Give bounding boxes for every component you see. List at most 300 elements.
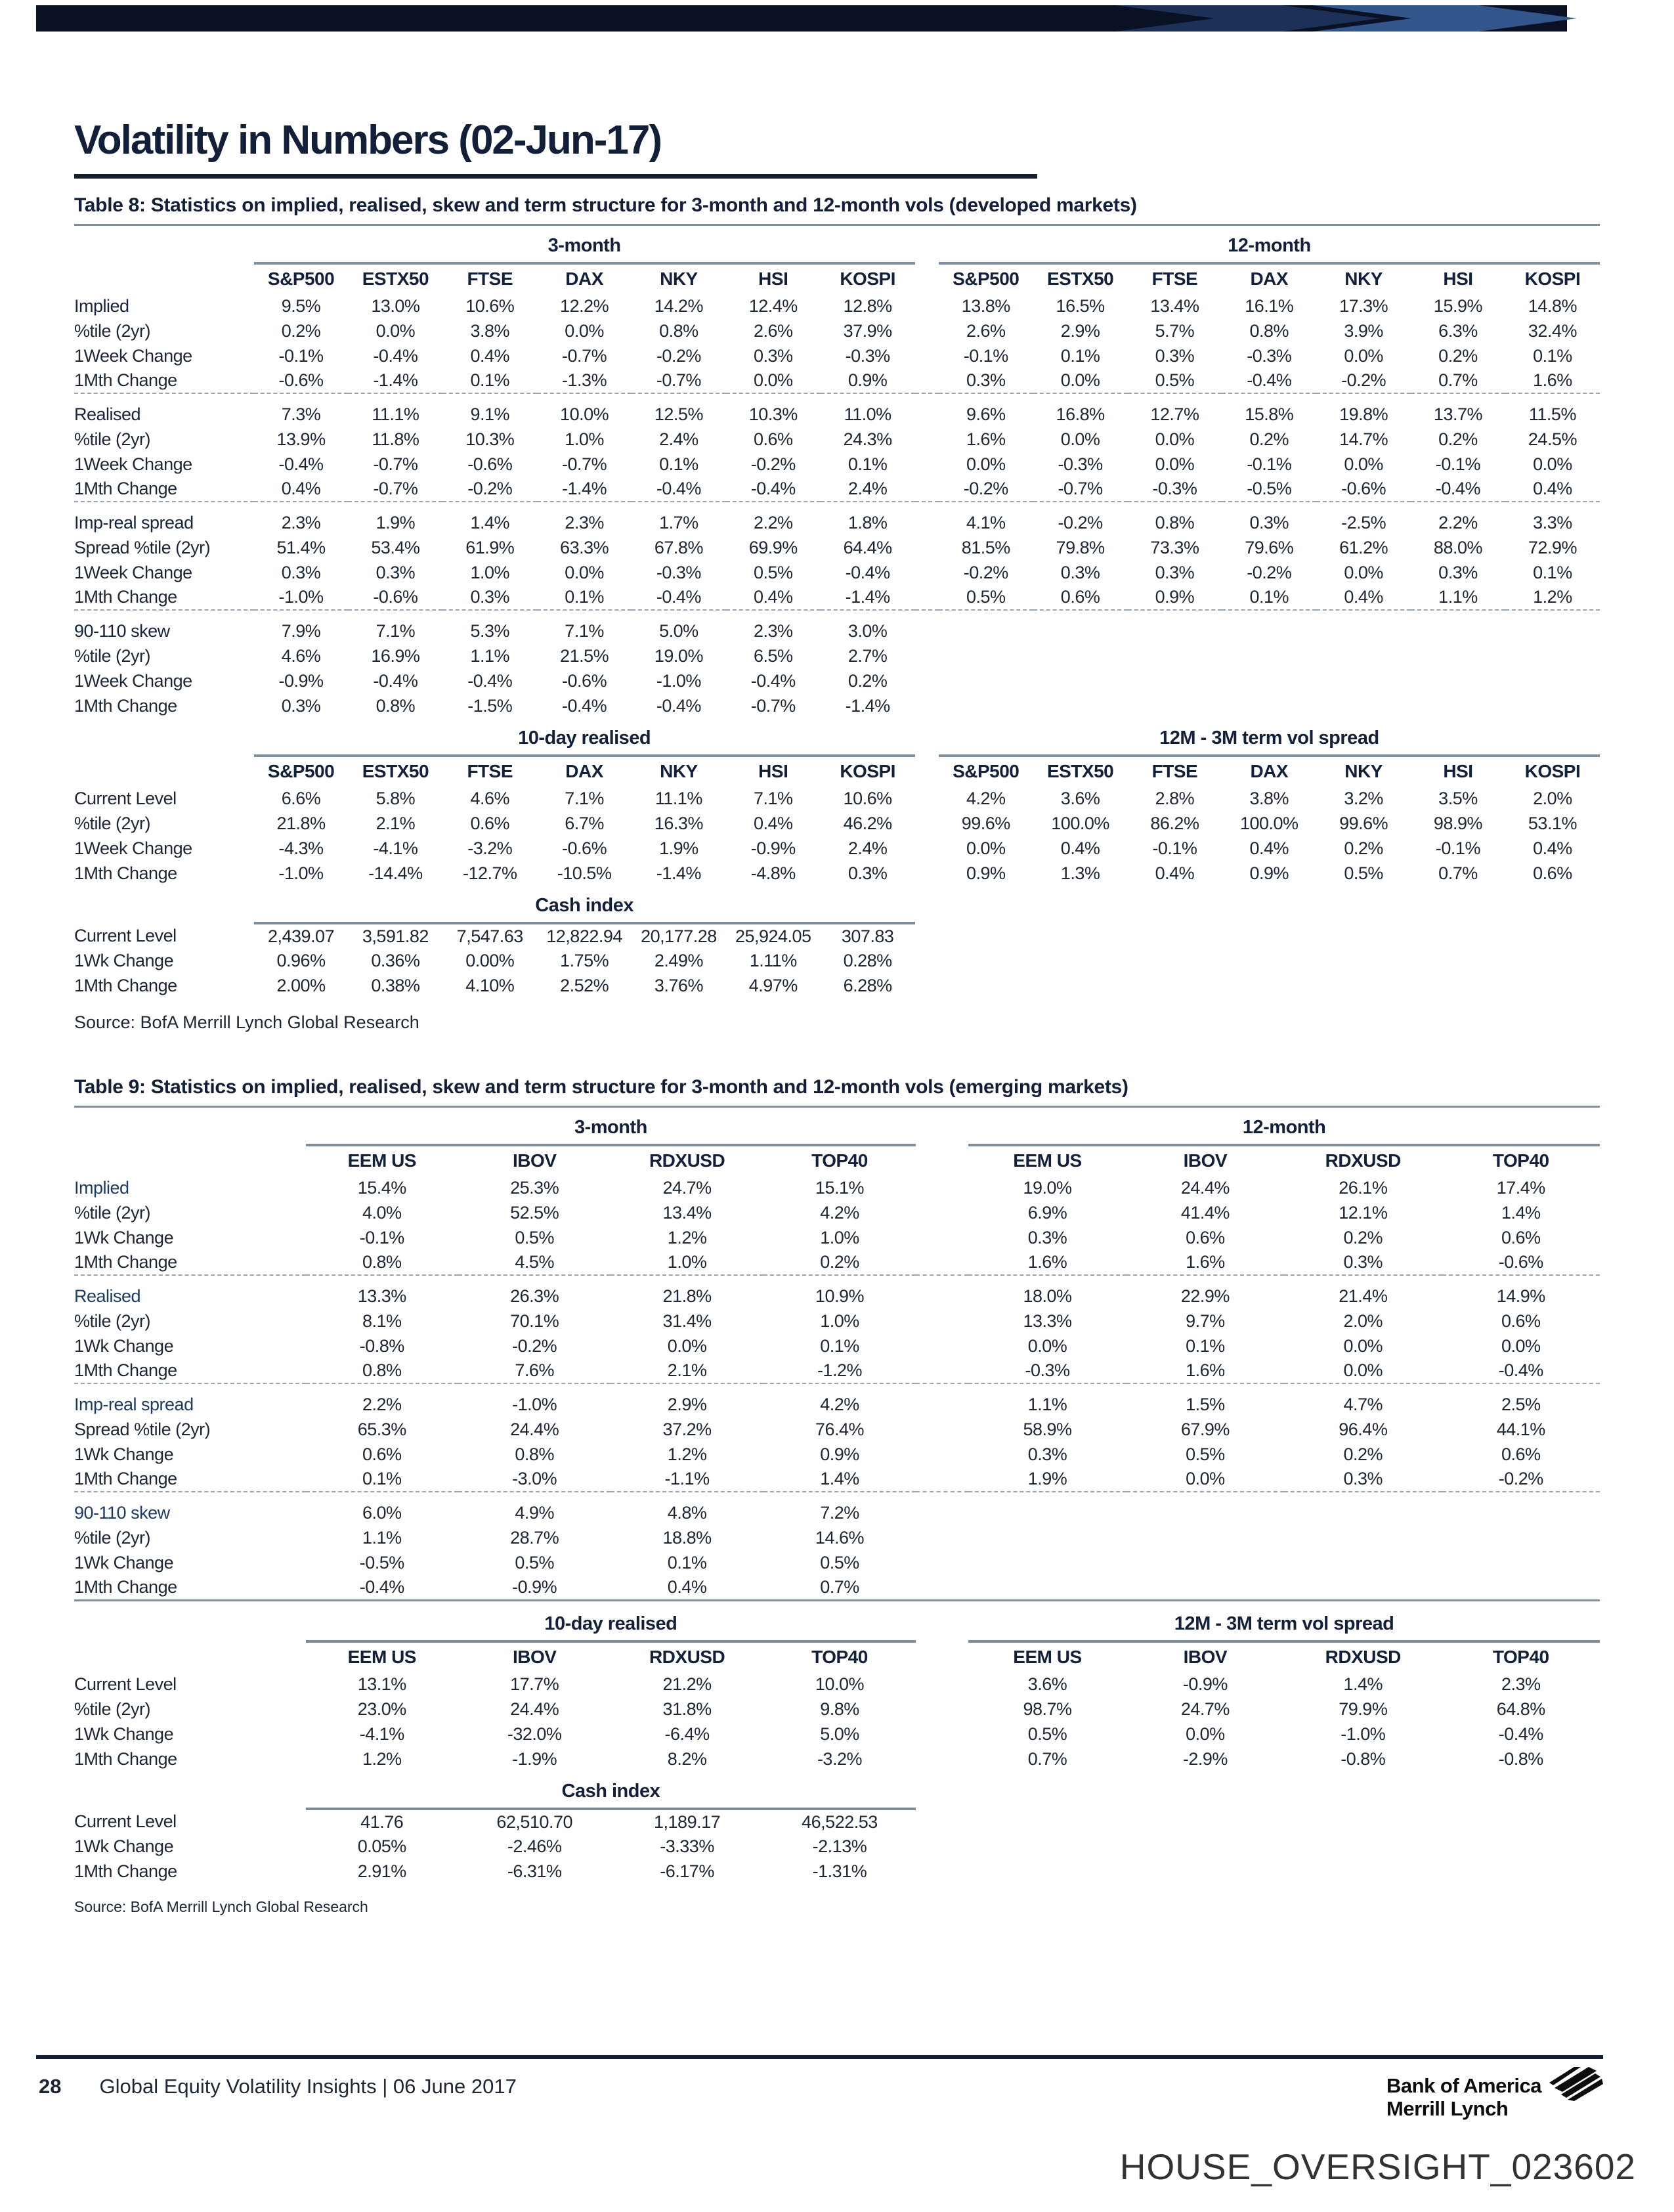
value-cell xyxy=(968,1859,1126,1884)
value-cell xyxy=(1128,618,1222,643)
value-cell: 1.2% xyxy=(362,1748,402,1769)
column-header: RDXUSD xyxy=(649,1150,725,1171)
value-cell: -0.6% xyxy=(1341,479,1386,498)
value-cell: 0.9% xyxy=(1249,863,1289,883)
row-label: 1Mth Change xyxy=(74,479,177,498)
value-cell xyxy=(1127,1809,1284,1834)
value-cell: 0.1% xyxy=(1533,562,1572,582)
value-cell xyxy=(1316,923,1411,948)
value-cell: 11.0% xyxy=(844,404,891,424)
value-cell: 0.4% xyxy=(753,813,793,833)
value-cell: -2.13% xyxy=(812,1836,867,1856)
value-cell: -0.5% xyxy=(1247,479,1292,498)
value-cell: 4.2% xyxy=(966,788,1006,808)
value-cell: 0.3% xyxy=(1027,1444,1067,1464)
group-gap xyxy=(915,318,939,343)
value-cell: 0.8% xyxy=(362,1360,402,1380)
value-cell: 7.1% xyxy=(565,788,604,808)
value-cell: -1.0% xyxy=(1341,1724,1386,1744)
value-cell: 0.36% xyxy=(371,950,420,970)
house-oversight-stamp: HOUSE_OVERSIGHT_023602 xyxy=(1119,2146,1636,2187)
group-gap xyxy=(916,1672,968,1697)
value-cell: 21.8% xyxy=(662,1286,712,1306)
value-cell: -0.2% xyxy=(1247,562,1292,582)
value-cell: 3.6% xyxy=(1027,1674,1067,1694)
value-cell: 2.3% xyxy=(753,620,793,641)
value-cell xyxy=(1316,618,1411,643)
value-cell: 0.7% xyxy=(1438,863,1478,883)
value-cell xyxy=(1505,668,1600,693)
value-cell: 64.4% xyxy=(843,537,892,557)
value-cell: 14.2% xyxy=(654,295,703,316)
value-cell: 4.97% xyxy=(748,975,798,995)
value-cell xyxy=(1442,1500,1600,1525)
value-cell: 13.7% xyxy=(1433,404,1482,424)
value-cell: 0.5% xyxy=(966,587,1006,607)
column-header: IBOV xyxy=(1183,1150,1228,1171)
value-cell: 0.4% xyxy=(1533,838,1572,858)
value-cell: 14.6% xyxy=(815,1527,864,1548)
group-title: 10-day realised xyxy=(306,1604,916,1641)
value-cell: 41.76 xyxy=(360,1811,404,1832)
value-cell: 1.4% xyxy=(1501,1202,1541,1223)
value-cell: 4.6% xyxy=(281,645,321,666)
value-cell: 0.3% xyxy=(753,345,793,366)
value-cell xyxy=(939,668,1033,693)
value-cell: 0.6% xyxy=(1501,1227,1541,1247)
value-cell: 2.2% xyxy=(362,1394,402,1414)
value-cell xyxy=(1128,643,1222,668)
value-cell: 2.52% xyxy=(560,975,609,995)
value-cell: 6.6% xyxy=(281,788,321,808)
value-cell: -0.4% xyxy=(1498,1724,1543,1744)
value-cell: -0.1% xyxy=(278,345,324,366)
value-cell: -4.8% xyxy=(750,863,796,883)
value-cell: 19.0% xyxy=(1023,1177,1072,1198)
value-cell: 20,177.28 xyxy=(641,926,717,946)
value-cell: 13.4% xyxy=(1150,295,1199,316)
row-label: 1Mth Change xyxy=(74,1469,177,1488)
row-label: %tile (2yr) xyxy=(74,320,151,341)
value-cell: 7.1% xyxy=(753,788,793,808)
group-gap xyxy=(916,1467,968,1492)
group-gap xyxy=(916,1284,968,1309)
report-name: Global Equity Volatility Insights | 06 June 2017 xyxy=(99,2075,517,2098)
column-header: NKY xyxy=(1344,269,1383,289)
table9-grid-host xyxy=(74,1108,1600,1884)
row-label: %tile (2yr) xyxy=(74,645,151,666)
value-cell: 0.3% xyxy=(1343,1252,1383,1272)
value-cell: 0.0% xyxy=(753,370,793,390)
value-cell: 10.3% xyxy=(465,429,515,449)
row-label: %tile (2yr) xyxy=(74,1311,151,1331)
group-gap xyxy=(915,402,939,427)
value-cell: 12,822.94 xyxy=(546,926,622,946)
group-row-spacer xyxy=(74,718,254,756)
value-cell xyxy=(1505,618,1600,643)
value-cell: 0.5% xyxy=(820,1552,859,1572)
value-cell: -3.33% xyxy=(660,1836,714,1856)
title-underline xyxy=(74,174,1037,179)
value-cell: 3,591.82 xyxy=(362,926,429,946)
value-cell: 9.7% xyxy=(1186,1311,1225,1331)
value-cell: -2.9% xyxy=(1182,1748,1228,1769)
value-cell: 26.1% xyxy=(1339,1177,1388,1198)
value-cell: 2.1% xyxy=(376,813,416,833)
value-cell: 0.0% xyxy=(966,454,1006,474)
value-cell: 63.3% xyxy=(560,537,609,557)
value-cell: 4.0% xyxy=(362,1202,402,1223)
value-cell: 10.0% xyxy=(560,404,609,424)
value-cell: 0.3% xyxy=(1155,562,1195,582)
t9-grid xyxy=(74,1108,1600,1884)
value-cell: 81.5% xyxy=(961,537,1010,557)
value-cell: 13.0% xyxy=(371,295,420,316)
value-cell: 69.9% xyxy=(748,537,798,557)
value-cell: 53.1% xyxy=(1528,813,1577,833)
value-cell xyxy=(1442,1834,1600,1859)
value-cell xyxy=(1222,668,1316,693)
page-footer xyxy=(36,2055,1603,2120)
value-cell: 0.9% xyxy=(1155,587,1195,607)
value-cell xyxy=(1284,1550,1442,1575)
value-cell xyxy=(1127,1575,1284,1600)
value-cell xyxy=(1033,693,1128,718)
value-cell: 24.4% xyxy=(510,1699,559,1719)
value-cell: 32.4% xyxy=(1528,320,1577,341)
value-cell: 0.0% xyxy=(376,320,416,341)
value-cell xyxy=(1284,1575,1442,1600)
group-gap xyxy=(915,535,939,560)
value-cell: 46,522.53 xyxy=(802,1811,878,1832)
column-header: RDXUSD xyxy=(1325,1647,1401,1667)
group-gap xyxy=(915,643,939,668)
value-cell xyxy=(939,923,1033,948)
value-cell: -2.46% xyxy=(507,1836,562,1856)
value-cell: 0.1% xyxy=(820,1335,859,1356)
value-cell: 5.0% xyxy=(820,1724,859,1744)
value-cell: 67.8% xyxy=(654,537,703,557)
value-cell: -0.6% xyxy=(467,454,513,474)
column-header: S&P500 xyxy=(953,761,1019,781)
value-cell: 0.1% xyxy=(470,370,509,390)
value-cell: -0.7% xyxy=(562,454,607,474)
group-row-spacer xyxy=(74,1604,306,1641)
value-cell: 3.2% xyxy=(1344,788,1383,808)
value-cell: 9.8% xyxy=(820,1699,859,1719)
value-cell: -1.4% xyxy=(845,695,890,716)
value-cell xyxy=(968,1834,1126,1859)
column-header-spacer xyxy=(74,1145,306,1175)
value-cell xyxy=(1505,693,1600,718)
column-header-spacer xyxy=(74,756,254,786)
value-cell: 67.9% xyxy=(1180,1419,1230,1439)
group-gap xyxy=(916,1417,968,1442)
value-cell: 0.3% xyxy=(281,562,321,582)
value-cell: -0.2% xyxy=(467,479,513,498)
value-cell: 2.1% xyxy=(667,1360,707,1380)
value-cell xyxy=(1127,1859,1284,1884)
value-cell: 23.0% xyxy=(357,1699,406,1719)
value-cell: -1.0% xyxy=(656,670,701,691)
value-cell: 0.8% xyxy=(376,695,416,716)
column-header: EEM US xyxy=(347,1647,416,1667)
value-cell: 0.8% xyxy=(362,1252,402,1272)
column-header: DAX xyxy=(1250,761,1289,781)
value-cell: -0.7% xyxy=(373,454,418,474)
column-header: KOSPI xyxy=(1524,761,1581,781)
value-cell: 307.83 xyxy=(841,926,894,946)
value-cell: 0.2% xyxy=(1343,1444,1383,1464)
value-cell: 0.0% xyxy=(1155,454,1195,474)
group-gap xyxy=(916,1697,968,1722)
value-cell: 0.3% xyxy=(1060,562,1100,582)
value-cell: 41.4% xyxy=(1180,1202,1230,1223)
value-cell: 15.1% xyxy=(815,1177,864,1198)
column-header: TOP40 xyxy=(811,1150,868,1171)
value-cell xyxy=(1127,1550,1284,1575)
value-cell: 16.1% xyxy=(1245,295,1294,316)
page-title: Volatility in Numbers (02-Jun-17) xyxy=(74,118,662,163)
value-cell: 72.9% xyxy=(1528,537,1577,557)
value-cell: -4.1% xyxy=(373,838,418,858)
value-cell: 21.4% xyxy=(1339,1286,1388,1306)
group-gap xyxy=(916,1145,968,1175)
column-header: FTSE xyxy=(467,761,513,781)
value-cell: 6.5% xyxy=(753,645,793,666)
column-header: NKY xyxy=(1344,761,1383,781)
value-cell: 6.7% xyxy=(565,813,604,833)
value-cell: 2.00% xyxy=(276,975,326,995)
value-cell: -4.3% xyxy=(278,838,324,858)
column-header: EEM US xyxy=(347,1150,416,1171)
group-gap xyxy=(916,1550,968,1575)
group-title xyxy=(968,1771,1600,1809)
table-9-section xyxy=(74,1076,1600,1916)
value-cell: -1.0% xyxy=(278,587,324,607)
value-cell xyxy=(1316,973,1411,998)
column-header-spacer xyxy=(74,1641,306,1672)
value-cell: -4.1% xyxy=(359,1724,404,1744)
value-cell xyxy=(1411,693,1505,718)
value-cell: 0.4% xyxy=(753,587,793,607)
value-cell: 0.4% xyxy=(1249,838,1289,858)
bofa-flag-icon xyxy=(1548,2066,1603,2101)
row-label: Current Level xyxy=(74,788,177,808)
group-title: 12M - 3M term vol spread xyxy=(939,718,1600,756)
row-label: Imp-real spread xyxy=(74,1394,194,1414)
row-label: %tile (2yr) xyxy=(74,813,151,833)
value-cell: 0.0% xyxy=(1344,562,1383,582)
value-cell: -0.3% xyxy=(1025,1360,1070,1380)
value-cell: 0.3% xyxy=(1027,1227,1067,1247)
value-cell: -0.8% xyxy=(1341,1748,1386,1769)
value-cell: 2,439.07 xyxy=(267,926,335,946)
value-cell xyxy=(1033,618,1128,643)
value-cell xyxy=(1316,643,1411,668)
value-cell: 2.3% xyxy=(565,512,604,532)
value-cell: -0.2% xyxy=(963,562,1008,582)
value-cell: -1.0% xyxy=(512,1394,557,1414)
group-gap xyxy=(916,1250,968,1275)
row-label: Implied xyxy=(74,295,129,316)
value-cell: 0.9% xyxy=(848,370,888,390)
value-cell: 1.0% xyxy=(820,1227,859,1247)
top-banner xyxy=(0,0,1674,39)
value-cell: 2.9% xyxy=(667,1394,707,1414)
value-cell xyxy=(1284,1809,1442,1834)
group-gap xyxy=(916,1442,968,1467)
value-cell: 0.3% xyxy=(470,587,509,607)
value-cell: 2.3% xyxy=(1501,1674,1541,1694)
value-cell: 0.28% xyxy=(843,950,892,970)
value-cell: 98.9% xyxy=(1433,813,1482,833)
value-cell xyxy=(1442,1575,1600,1600)
value-cell: 0.00% xyxy=(465,950,515,970)
value-cell: 15.9% xyxy=(1433,295,1482,316)
value-cell xyxy=(1411,643,1505,668)
row-label: 1Mth Change xyxy=(74,975,177,995)
value-cell: -0.9% xyxy=(278,670,324,691)
column-header: DAX xyxy=(565,761,603,781)
value-cell: 98.7% xyxy=(1023,1699,1072,1719)
value-cell: 13.9% xyxy=(276,429,326,449)
value-cell: 1.6% xyxy=(966,429,1006,449)
value-cell: 21.2% xyxy=(662,1674,712,1694)
value-cell: -10.5% xyxy=(557,863,612,883)
value-cell: 3.5% xyxy=(1438,788,1478,808)
column-header: DAX xyxy=(1250,269,1289,289)
value-cell: 15.4% xyxy=(357,1177,406,1198)
row-label: 1Mth Change xyxy=(74,370,177,390)
value-cell: -3.2% xyxy=(467,838,513,858)
value-cell: 1,189.17 xyxy=(654,1811,721,1832)
value-cell: 0.2% xyxy=(281,320,321,341)
value-cell: -0.9% xyxy=(512,1576,557,1597)
value-cell: 1.5% xyxy=(1186,1394,1225,1414)
value-cell: 1.8% xyxy=(848,512,888,532)
value-cell xyxy=(1127,1500,1284,1525)
value-cell: 3.0% xyxy=(848,620,888,641)
value-cell: 24.7% xyxy=(662,1177,712,1198)
value-cell: 88.0% xyxy=(1433,537,1482,557)
value-cell: 6.0% xyxy=(362,1502,402,1523)
column-header: TOP40 xyxy=(1492,1150,1549,1171)
value-cell: 0.5% xyxy=(1344,863,1383,883)
value-cell: 7.1% xyxy=(565,620,604,641)
value-cell xyxy=(1505,948,1600,973)
value-cell xyxy=(1284,1525,1442,1550)
group-gap xyxy=(916,1200,968,1225)
value-cell: 0.6% xyxy=(362,1444,402,1464)
value-cell: 21.5% xyxy=(560,645,609,666)
value-cell: 1.1% xyxy=(1027,1394,1067,1414)
value-cell xyxy=(1222,643,1316,668)
group-title: 3-month xyxy=(306,1108,916,1145)
value-cell: 1.4% xyxy=(820,1469,859,1488)
value-cell: 2.9% xyxy=(1060,320,1100,341)
column-header: NKY xyxy=(660,269,698,289)
value-cell: -12.7% xyxy=(462,863,517,883)
value-cell: -1.4% xyxy=(656,863,701,883)
value-cell: 86.2% xyxy=(1150,813,1199,833)
section-separator xyxy=(74,393,1600,402)
value-cell xyxy=(1442,1809,1600,1834)
value-cell: 31.8% xyxy=(662,1699,712,1719)
value-cell xyxy=(968,1500,1126,1525)
value-cell: 0.1% xyxy=(1060,345,1100,366)
value-cell: 0.0% xyxy=(565,562,604,582)
value-cell: -6.31% xyxy=(507,1861,562,1881)
group-gap xyxy=(916,1859,968,1884)
value-cell: 4.10% xyxy=(465,975,515,995)
value-cell: 10.6% xyxy=(843,788,892,808)
value-cell: -0.4% xyxy=(656,479,701,498)
value-cell: 3.3% xyxy=(1533,512,1572,532)
value-cell: 0.5% xyxy=(1186,1444,1225,1464)
value-cell xyxy=(968,1525,1126,1550)
column-header: RDXUSD xyxy=(649,1647,725,1667)
column-header: IBOV xyxy=(512,1647,557,1667)
value-cell xyxy=(1222,973,1316,998)
row-label: %tile (2yr) xyxy=(74,1202,151,1223)
value-cell: 4.9% xyxy=(515,1502,554,1523)
value-cell: 4.2% xyxy=(820,1202,859,1223)
row-label: 1Week Change xyxy=(74,838,192,858)
value-cell: 2.4% xyxy=(848,479,888,498)
group-gap xyxy=(916,1108,968,1145)
row-label: Realised xyxy=(74,1286,141,1306)
value-cell xyxy=(1128,693,1222,718)
value-cell: -6.17% xyxy=(660,1861,714,1881)
row-label: 1Wk Change xyxy=(74,1552,174,1572)
column-header: HSI xyxy=(758,761,788,781)
group-title: Cash index xyxy=(254,886,915,923)
value-cell: 0.4% xyxy=(281,479,321,498)
value-cell: -0.4% xyxy=(656,587,701,607)
value-cell: 0.6% xyxy=(470,813,509,833)
page-content xyxy=(74,0,1600,1916)
value-cell: -0.4% xyxy=(373,345,418,366)
value-cell: 0.4% xyxy=(1060,838,1100,858)
group-gap xyxy=(915,585,939,610)
value-cell: 22.9% xyxy=(1180,1286,1230,1306)
value-cell: 37.2% xyxy=(662,1419,712,1439)
value-cell: 0.0% xyxy=(1344,345,1383,366)
group-gap xyxy=(916,1309,968,1334)
value-cell: 11.1% xyxy=(372,404,419,424)
group-gap xyxy=(916,1525,968,1550)
column-header-spacer xyxy=(74,263,254,293)
value-cell xyxy=(939,948,1033,973)
value-cell: 1.0% xyxy=(820,1311,859,1331)
column-header: S&P500 xyxy=(267,269,335,289)
value-cell xyxy=(1127,1525,1284,1550)
value-cell: -1.3% xyxy=(562,370,607,390)
value-cell: 1.6% xyxy=(1533,370,1572,390)
value-cell: -0.9% xyxy=(1182,1674,1228,1694)
value-cell: 0.5% xyxy=(515,1227,554,1247)
value-cell xyxy=(1128,923,1222,948)
value-cell: 2.0% xyxy=(1343,1311,1383,1331)
value-cell: -0.1% xyxy=(1435,454,1480,474)
group-gap xyxy=(915,861,939,886)
value-cell: 0.4% xyxy=(470,345,509,366)
row-label: Spread %tile (2yr) xyxy=(74,1419,211,1439)
value-cell: 0.0% xyxy=(1186,1724,1225,1744)
value-cell xyxy=(1411,668,1505,693)
value-cell: 100.0% xyxy=(1239,813,1298,833)
